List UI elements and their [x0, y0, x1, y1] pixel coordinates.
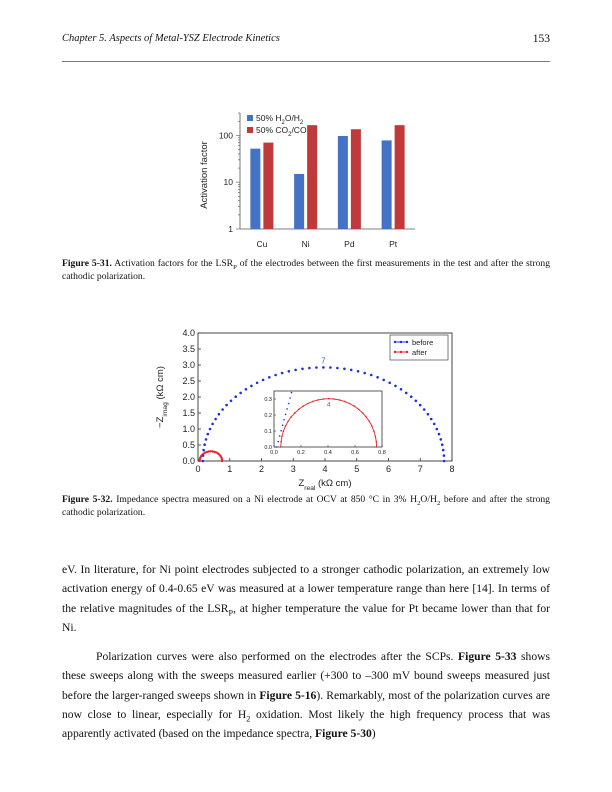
paragraph-text: shows these sweeps along with the sweeps measured earlier (+300 to –300 mV bound sweeps measured just before the larger-ranged sweeps shown in — [62, 650, 550, 702]
paragraph-text: oxidation. Most likely the high frequency process that was apparently activated (based on the impedance spectra, — [62, 708, 550, 741]
before-series-point — [336, 367, 339, 370]
peak-frequency-label: 7 — [321, 356, 326, 366]
inset-after-series-point — [287, 421, 289, 423]
legend-marker — [400, 351, 402, 353]
bar — [307, 125, 317, 229]
inset-after-series-point — [376, 441, 378, 443]
legend-marker — [394, 341, 396, 343]
inset-before-point — [283, 419, 285, 421]
inset-after-series-point — [362, 412, 364, 414]
inset-after-series-point — [349, 403, 351, 405]
caption-text-mid: O/H — [420, 494, 437, 505]
paragraph-text: eV. In literature, for Ni point electrodes subjected to a stronger cathodic polarization, an extremely low activation energy of 0.4-0.65 eV was measured at a lower temperature range than here [14]. In terms of the relative magnitudes of the LSR — [62, 563, 550, 615]
inset-after-series-point — [358, 409, 360, 411]
legend-label: 50% $H_2O/H_2$ — [256, 113, 304, 126]
bar — [294, 174, 304, 229]
inset-before-point — [289, 397, 291, 399]
before-series-point — [443, 460, 446, 463]
impedance-spectra-chart — [150, 325, 470, 490]
before-series-point — [370, 374, 373, 377]
before-series-point — [438, 433, 441, 436]
caption-tail: of the electrodes between the first measurements in the test and after the strong cathodic polarization. — [62, 258, 550, 282]
caption-tail: before and after the strong cathodic polarization. — [62, 494, 550, 518]
before-series-point — [350, 369, 353, 372]
caption-text: Activation factors for the LSR — [111, 258, 234, 269]
x-tick-label: 8 — [449, 464, 455, 474]
x-tick-label: Cu — [256, 239, 268, 249]
before-series-point — [245, 388, 248, 391]
before-series-point — [363, 372, 366, 375]
y-tick-label: 1.0 — [182, 424, 195, 434]
running-head — [62, 33, 550, 49]
before-series-point — [430, 418, 433, 421]
inset-x-tick-label: 0.2 — [297, 450, 305, 456]
legend-marker — [400, 341, 402, 343]
caption-subscript: 2 — [436, 499, 441, 507]
y-tick-label: 0.0 — [182, 456, 195, 466]
before-series-point — [301, 368, 304, 371]
paragraph-text: Polarization curves were also performed on the electrodes after the SCPs. — [96, 650, 459, 664]
before-series-point — [394, 385, 397, 388]
after-series-point — [221, 460, 223, 462]
legend-label: after — [412, 348, 428, 357]
inset-after-series-point — [365, 416, 367, 418]
before-series-point — [207, 433, 210, 436]
inset-after-series-point — [280, 446, 282, 448]
inset-before-point — [282, 424, 284, 426]
before-series-point — [400, 388, 403, 391]
page-number: 153 — [532, 33, 550, 45]
inset-y-tick-label: 0.0 — [264, 445, 272, 451]
y-tick-label: 100 — [218, 130, 233, 141]
inset-y-tick-label: 0.3 — [264, 397, 272, 403]
before-series-point — [234, 395, 237, 398]
before-series-point — [419, 404, 422, 407]
legend-swatch — [247, 115, 253, 121]
paragraph-subscript: 2 — [246, 714, 251, 724]
paragraph — [62, 647, 550, 743]
y-tick-label: 3.5 — [182, 344, 195, 354]
inset-after-series-point — [281, 436, 283, 438]
before-series-point — [262, 379, 265, 382]
caption-label: Figure 5-31. — [62, 258, 112, 269]
inset-after-series-point — [312, 401, 314, 403]
before-series-point — [202, 449, 205, 452]
x-tick-label: 0 — [195, 464, 201, 474]
y-tick-label: 4.0 — [182, 328, 195, 338]
paragraph — [62, 560, 550, 637]
y-tick-label: 0.5 — [182, 440, 195, 450]
before-series-point — [203, 443, 206, 446]
before-series-point — [382, 379, 385, 382]
header-rule — [62, 61, 550, 62]
caption-text: Impedance spectra measured on a Ni electrode at OCV at 850 °C in 3% H — [112, 494, 418, 505]
paragraph-text: ). Remarkably, most of the polarization curves are now close to linear, especially for H — [62, 688, 550, 722]
legend-marker — [394, 351, 396, 353]
inset-after-series-point — [333, 398, 335, 400]
inset-after-series-point — [353, 405, 355, 407]
x-tick-label: Pd — [344, 239, 355, 249]
before-series-point — [268, 376, 271, 379]
before-series-point — [288, 370, 291, 373]
inset-after-series-point — [294, 412, 296, 414]
before-series-point — [343, 368, 346, 371]
before-series-point — [308, 367, 311, 370]
inset-after-series-point — [302, 405, 304, 407]
before-series-point — [281, 372, 284, 375]
inset-y-tick-label: 0.1 — [264, 429, 272, 435]
bar — [351, 129, 361, 229]
before-series-point — [322, 366, 325, 369]
inset-before-point — [285, 414, 287, 416]
y-axis-label: Activation factor — [199, 141, 210, 209]
before-series-point — [436, 428, 439, 431]
inset-after-series-point — [323, 398, 325, 400]
y-axis-label: $-Z_{imag}$ (kΩ cm) — [155, 366, 169, 428]
before-series-point — [405, 392, 408, 395]
before-series-point — [211, 423, 214, 426]
before-series-point — [415, 400, 418, 403]
before-series-point — [440, 438, 443, 441]
before-series-point — [221, 408, 224, 411]
x-tick-label: Pt — [389, 239, 398, 249]
caption-subscript: P — [233, 263, 237, 271]
y-tick-label: 3.0 — [182, 360, 195, 370]
before-series-point — [230, 400, 233, 403]
chapter-title: Chapter 5. Aspects of Metal-YSZ Electrode Kinetics — [62, 33, 280, 44]
y-tick-label: 1 — [228, 224, 233, 234]
legend-marker — [406, 341, 408, 343]
inset-after-series-point — [373, 430, 375, 432]
caption-label: Figure 5-32. — [62, 494, 113, 505]
before-series-point — [443, 454, 446, 457]
before-series-point — [205, 438, 208, 441]
bar — [250, 149, 260, 229]
before-series-point — [427, 413, 430, 416]
paragraph-subscript: P — [228, 607, 233, 617]
legend-label: before — [412, 338, 434, 347]
before-series-point — [294, 369, 297, 372]
before-series-point — [274, 374, 277, 377]
figure-reference: Figure 5-33 — [458, 650, 517, 664]
before-series-point — [250, 385, 253, 388]
inset-before-point — [286, 408, 288, 410]
x-tick-label: 2 — [258, 464, 265, 474]
before-series-point — [423, 408, 426, 411]
bar — [263, 143, 273, 229]
body-text — [62, 560, 550, 744]
figure-reference: Figure 5-30 — [315, 727, 372, 741]
inset-x-tick-label: 0.6 — [351, 450, 359, 456]
legend-label: 50% $CO_2/CO$ — [256, 125, 307, 138]
inset-after-series-point — [285, 425, 287, 427]
before-series-point — [239, 392, 242, 395]
inset-before-point — [288, 403, 290, 405]
before-series-point — [433, 423, 436, 426]
y-tick-label: 10 — [223, 177, 233, 188]
before-series-point — [218, 413, 221, 416]
inset-before-point — [277, 441, 279, 443]
paragraph-text: , at higher temperature the value for Pt became lower than that for Ni. — [62, 601, 550, 634]
x-tick-label: 6 — [385, 464, 392, 474]
bar — [395, 125, 405, 229]
figure-reference: Figure 5-16 — [259, 688, 317, 702]
inset-before-point — [280, 430, 282, 432]
before-series-point — [315, 366, 318, 369]
before-series-point — [256, 382, 259, 385]
peak-frequency-label: 4 — [326, 401, 331, 409]
legend-swatch — [247, 127, 253, 133]
before-series-point — [202, 460, 205, 463]
x-axis-label: $Z_{real}$ (kΩ cm) — [298, 478, 352, 490]
inset-after-series-point — [371, 425, 373, 427]
inset-after-series-point — [339, 399, 341, 401]
bar — [338, 136, 348, 229]
inset-after-series-point — [344, 401, 346, 403]
before-series-point — [225, 404, 228, 407]
x-tick-label: 4 — [322, 464, 328, 474]
inset-after-series-point — [298, 409, 300, 411]
inset-after-series-point — [307, 403, 309, 405]
inset-x-tick-label: 0.0 — [270, 450, 278, 456]
before-series-point — [442, 449, 445, 452]
caption-subscript: 2 — [417, 499, 421, 507]
figure-5-31-caption — [62, 258, 550, 283]
before-series-point — [388, 382, 391, 385]
y-tick-label: 1.5 — [182, 408, 195, 418]
x-tick-label: 7 — [417, 464, 423, 474]
inset-before-point — [276, 446, 278, 448]
inset-after-series-point — [375, 436, 377, 438]
before-series-point — [209, 428, 212, 431]
before-series-point — [357, 370, 360, 373]
before-series-point — [410, 395, 413, 398]
before-series-point — [376, 376, 379, 379]
inset-after-series-point — [280, 441, 282, 443]
x-tick-label: 5 — [354, 464, 360, 474]
inset-after-series-point — [369, 421, 371, 423]
before-series-point — [329, 366, 332, 369]
x-tick-label: 1 — [227, 464, 233, 474]
x-tick-label: 3 — [290, 464, 296, 474]
inset-y-tick-label: 0.2 — [264, 413, 272, 419]
figure-5-32-caption — [62, 494, 550, 519]
inset-after-series-point — [290, 416, 292, 418]
paragraph-text: ) — [371, 727, 376, 741]
inset-before-point — [279, 435, 281, 437]
inset-after-series-point — [328, 398, 330, 400]
inset-after-series-point — [376, 446, 378, 448]
x-tick-label: Ni — [301, 239, 310, 249]
inset-x-tick-label: 0.8 — [378, 450, 386, 456]
legend-marker — [406, 351, 408, 353]
activation-factor-bar-chart — [190, 105, 430, 255]
before-series-point — [441, 443, 444, 446]
inset-before-point — [291, 392, 293, 394]
y-tick-label: 2.0 — [182, 392, 195, 402]
bar — [382, 140, 392, 229]
inset-x-tick-label: 0.4 — [324, 450, 332, 456]
y-tick-label: 2.5 — [182, 376, 195, 386]
before-series-point — [214, 418, 217, 421]
inset-after-series-point — [317, 399, 319, 401]
inset-after-series-point — [283, 430, 285, 432]
